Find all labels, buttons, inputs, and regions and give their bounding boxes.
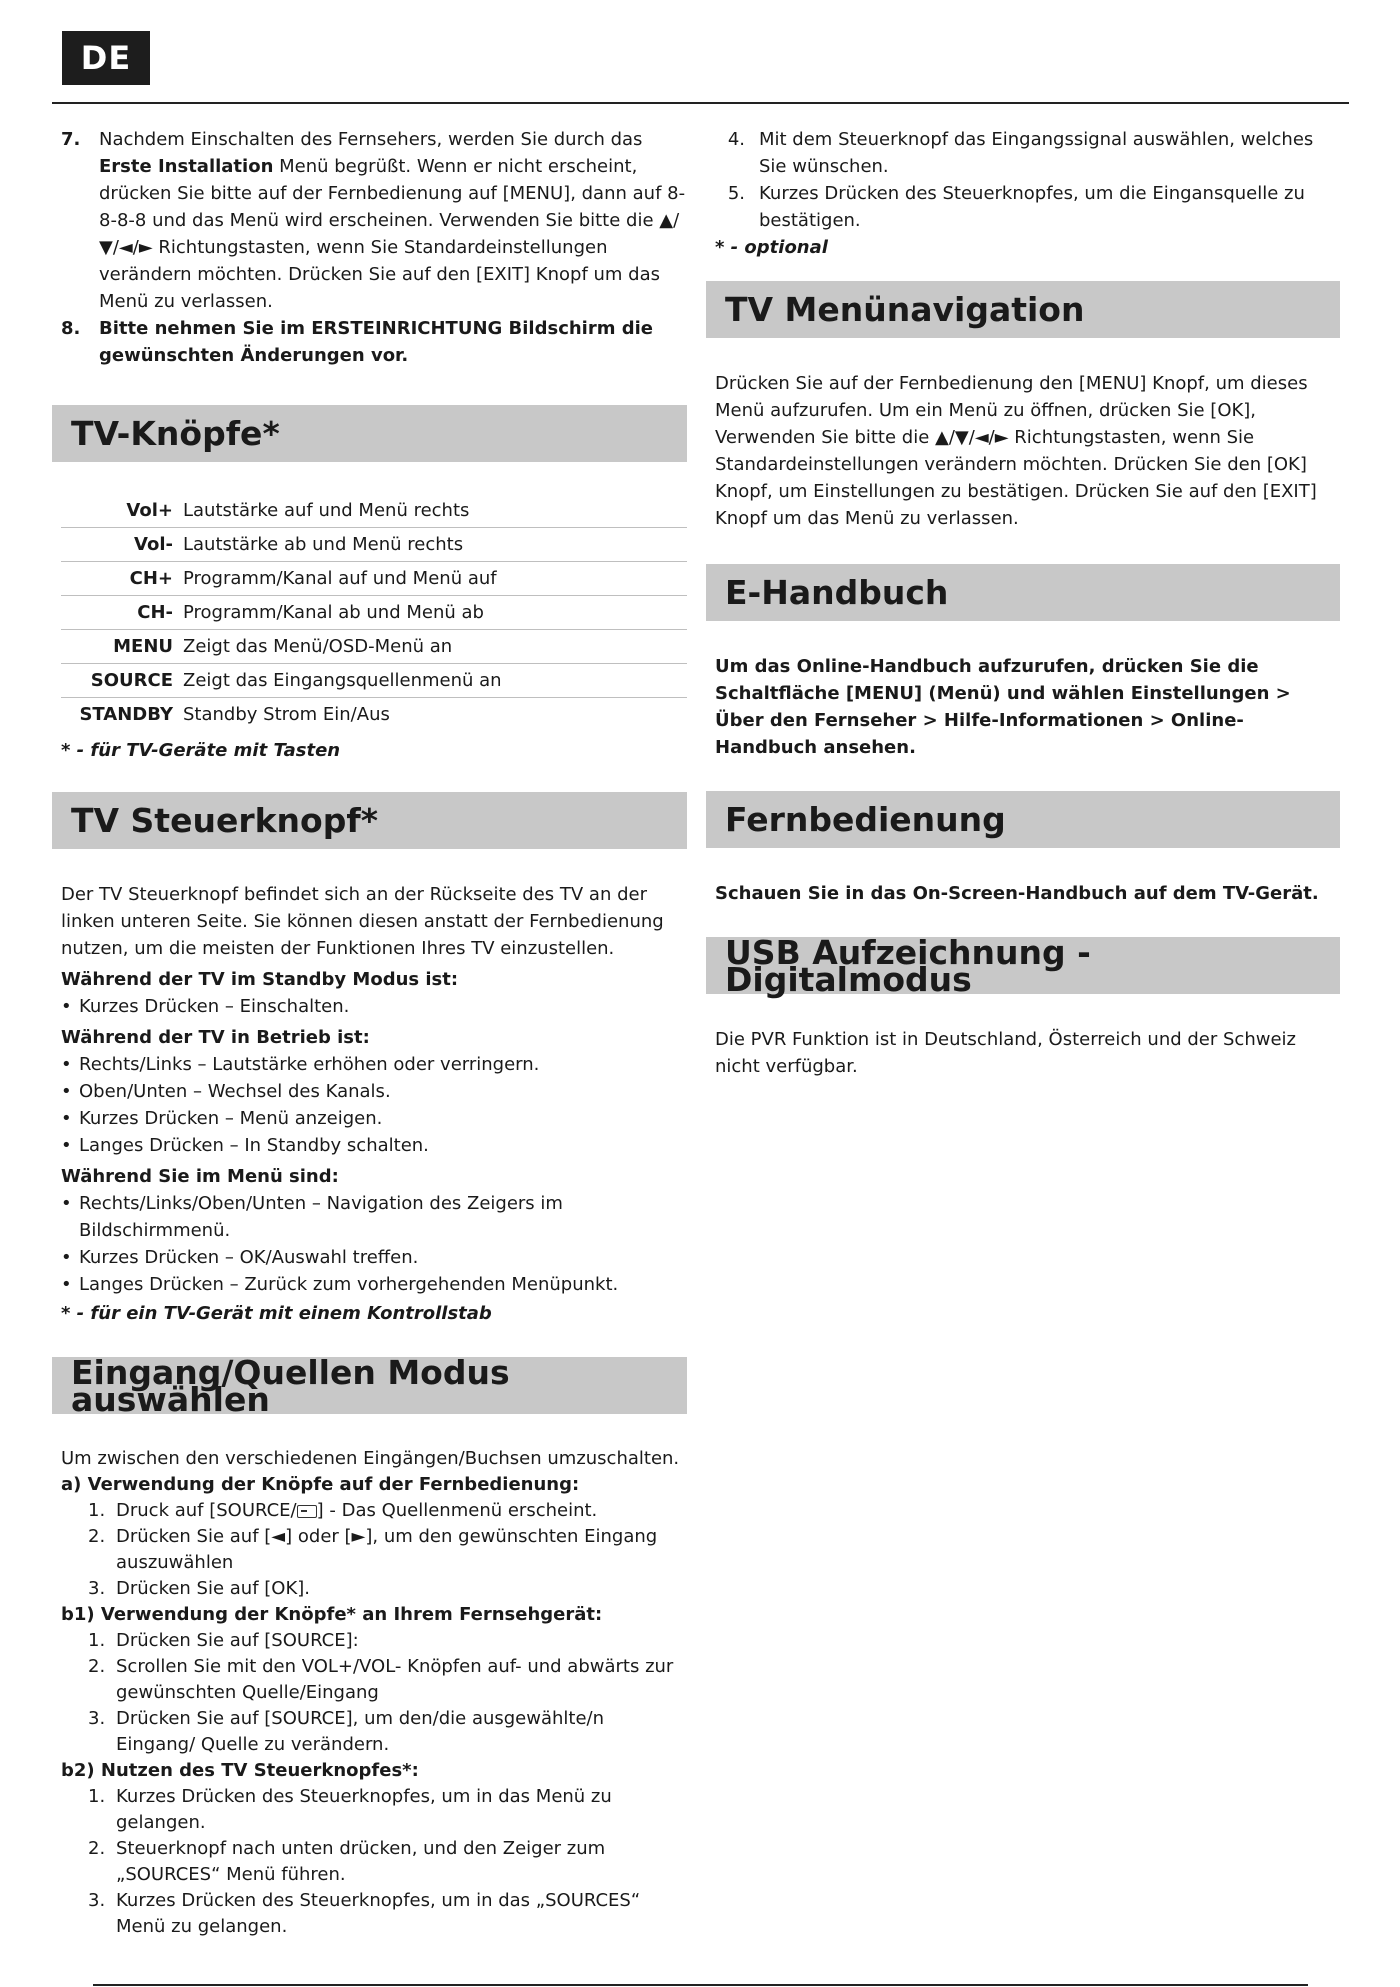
- table-row: [61, 494, 687, 528]
- footnote: * - für ein TV-Gerät mit einem Kontrollstab: [61, 1303, 492, 1324]
- table-row: [61, 596, 687, 630]
- table-row: [61, 562, 687, 596]
- table-row: [61, 528, 687, 562]
- list-item: • Kurzes Drücken – Einschalten.: [61, 996, 350, 1017]
- e-manual-text: Um das Online-Handbuch aufzurufen, drücken Sie die Schaltfläche [MENU] (Menü) und wählen Einstellungen > Über den Fernseher > Hilfe-Informationen > Online-Handbuch ansehen.: [715, 656, 1291, 758]
- top-divider: [52, 102, 1349, 104]
- source-icon: [297, 1505, 317, 1518]
- list-item: 3. Drücken Sie auf [SOURCE], um den/die ausgewählte/n Eingang/ Quelle zu verändern.: [88, 1708, 605, 1755]
- list-item: 3. Kurzes Drücken des Steuerknopfes, um in das „SOURCES“ Menü zu gelangen.: [88, 1890, 641, 1937]
- list-item: [52, 126, 687, 315]
- subheading: b2) Nutzen des TV Steuerknopfes*:: [61, 1760, 419, 1781]
- bullet-list: [52, 1190, 687, 1298]
- step-text-bold: Erste Installation: [99, 156, 274, 177]
- section-heading-usb-recording: USB Aufzeichnung - Digitalmodus: [706, 937, 1340, 994]
- footnote: * - optional: [715, 237, 828, 258]
- button-key: Vol-: [61, 528, 183, 562]
- subheading: a) Verwendung der Knöpfe auf der Fernbedienung:: [61, 1474, 580, 1495]
- table-row: [61, 698, 687, 732]
- remote-steps: [52, 1498, 687, 1602]
- step-text: Bitte nehmen Sie im ERSTEINRICHTUNG Bildschirm die gewünschten Änderungen vor.: [99, 318, 654, 366]
- button-description: Zeigt das Eingangsquellenmenü an: [183, 664, 687, 698]
- list-item: 2. Steuerknopf nach unten drücken, und den Zeiger zum „SOURCES“ Menü führen.: [88, 1838, 606, 1885]
- list-item: • Langes Drücken – In Standby schalten.: [61, 1135, 429, 1156]
- list-item: 1. Drücken Sie auf [SOURCE]:: [88, 1630, 359, 1651]
- button-description: Zeigt das Menü/OSD-Menü an: [183, 630, 687, 664]
- button-description: Standby Strom Ein/Aus: [183, 704, 390, 725]
- step-text: Menü begrüßt. Wenn er nicht erscheint, drücken Sie bitte auf der Fernbedienung auf [MENU], dann auf 8-8-8-8 und das Menü wird erscheinen. Verwenden Sie bitte die ▲/▼/◄/► Richtungstasten, wenn Sie Standardeinstellungen verändern möchten. Drücken Sie auf den [EXIT] Knopf um das Menü zu verlassen.: [99, 156, 686, 312]
- footnote: * - für TV-Geräte mit Tasten: [61, 740, 341, 761]
- list-item: • Kurzes Drücken – Menü anzeigen.: [61, 1108, 383, 1129]
- joystick-steps: [52, 1784, 687, 1940]
- table-row: [61, 630, 687, 664]
- button-key: CH-: [61, 596, 183, 630]
- section-heading-e-manual: E-Handbuch: [706, 564, 1340, 621]
- list-item: [52, 315, 687, 369]
- section-heading-remote: Fernbedienung: [706, 791, 1340, 848]
- joystick-intro: Der TV Steuerknopf befindet sich an der Rückseite des TV an der linken unteren Seite. Sie können diesen anstatt der Fernbedienung nutzen, um die meisten der Funktionen Ihres TV einzustellen.: [61, 884, 664, 959]
- list-item: 2. Scrollen Sie mit den VOL+/VOL- Knöpfen auf- und abwärts zur gewünschten Quelle/Eingang: [88, 1656, 674, 1703]
- language-badge: DE: [62, 31, 150, 85]
- section-heading-tv-buttons: TV-Knöpfe*: [52, 405, 687, 462]
- list-item: 1. Druck auf [SOURCE/ ] - Das Quellenmenü erscheint.: [88, 1500, 598, 1521]
- button-description: Lautstärke ab und Menü rechts: [183, 528, 687, 562]
- section-heading-joystick: TV Steuerknopf*: [52, 792, 687, 849]
- list-item: • Oben/Unten – Wechsel des Kanals.: [61, 1081, 391, 1102]
- list-item: • Kurzes Drücken – OK/Auswahl treffen.: [61, 1247, 419, 1268]
- button-key: STANDBY: [79, 704, 173, 725]
- list-item: 5. Kurzes Drücken des Steuerknopfes, um die Eingansquelle zu bestätigen.: [727, 183, 1305, 231]
- right-column: [706, 126, 1340, 1080]
- list-item: • Rechts/Links – Lautstärke erhöhen oder verringern.: [61, 1054, 540, 1075]
- section-heading-menu-navigation: TV Menünavigation: [706, 281, 1340, 338]
- button-key: CH+: [61, 562, 183, 596]
- list-item: 4. Mit dem Steuerknopf das Eingangssignal auswählen, welches Sie wünschen.: [727, 129, 1314, 177]
- tv-buttons-table: [61, 494, 687, 731]
- bottom-divider: [93, 1984, 1308, 1986]
- remote-text: Schauen Sie in das On-Screen-Handbuch auf dem TV-Gerät.: [715, 883, 1319, 904]
- button-key: Vol+: [61, 494, 183, 528]
- step-number: 8.: [61, 318, 81, 339]
- button-description: Programm/Kanal ab und Menü ab: [183, 596, 687, 630]
- input-intro: Um zwischen den verschiedenen Eingängen/Buchsen umzuschalten.: [61, 1448, 680, 1469]
- step-text: Nachdem Einschalten des Fernsehers, werden Sie durch das: [99, 129, 643, 150]
- button-key: SOURCE: [61, 664, 183, 698]
- list-item: 2. Drücken Sie auf [◄] oder [►], um den gewünschten Eingang auszuwählen: [88, 1526, 658, 1573]
- subheading: Während Sie im Menü sind:: [61, 1166, 339, 1187]
- bullet-list: [52, 1051, 687, 1159]
- tv-button-steps: [52, 1628, 687, 1758]
- left-column: [52, 126, 687, 1940]
- menu-navigation-text: Drücken Sie auf der Fernbedienung den [MENU] Knopf, um dieses Menü aufzurufen. Um ein Menü zu öffnen, drücken Sie [OK], Verwenden Sie bitte die ▲/▼/◄/► Richtungstasten, wenn Sie Standardeinstellungen verändern möchten. Drücken Sie den [OK] Knopf, um Einstellungen zu bestätigen. Drücken Sie auf den [EXIT] Knopf um das Menü zu verlassen.: [715, 373, 1317, 529]
- bullet-list: [52, 993, 687, 1020]
- subheading: b1) Verwendung der Knöpfe* an Ihrem Fernsehgerät:: [61, 1604, 603, 1625]
- subheading: Während der TV in Betrieb ist:: [61, 1027, 370, 1048]
- list-item: 1. Kurzes Drücken des Steuerknopfes, um in das Menü zu gelangen.: [88, 1786, 612, 1833]
- usb-recording-text: Die PVR Funktion ist in Deutschland, Österreich und der Schweiz nicht verfügbar.: [715, 1029, 1296, 1077]
- step-number: 7.: [61, 129, 81, 150]
- table-row: [61, 664, 687, 698]
- continued-steps: [706, 126, 1340, 234]
- section-heading-input-mode: Eingang/Quellen Modus auswählen: [52, 1357, 687, 1414]
- button-key: MENU: [61, 630, 183, 664]
- list-item: 3. Drücken Sie auf [OK].: [88, 1578, 311, 1599]
- subheading: Während der TV im Standby Modus ist:: [61, 969, 459, 990]
- list-item: • Langes Drücken – Zurück zum vorhergehenden Menüpunkt.: [61, 1274, 619, 1295]
- button-description: Lautstärke auf und Menü rechts: [183, 494, 687, 528]
- button-description: Programm/Kanal auf und Menü auf: [183, 562, 687, 596]
- intro-steps: [52, 126, 687, 369]
- list-item: • Rechts/Links/Oben/Unten – Navigation des Zeigers im Bildschirmmenü.: [61, 1193, 563, 1241]
